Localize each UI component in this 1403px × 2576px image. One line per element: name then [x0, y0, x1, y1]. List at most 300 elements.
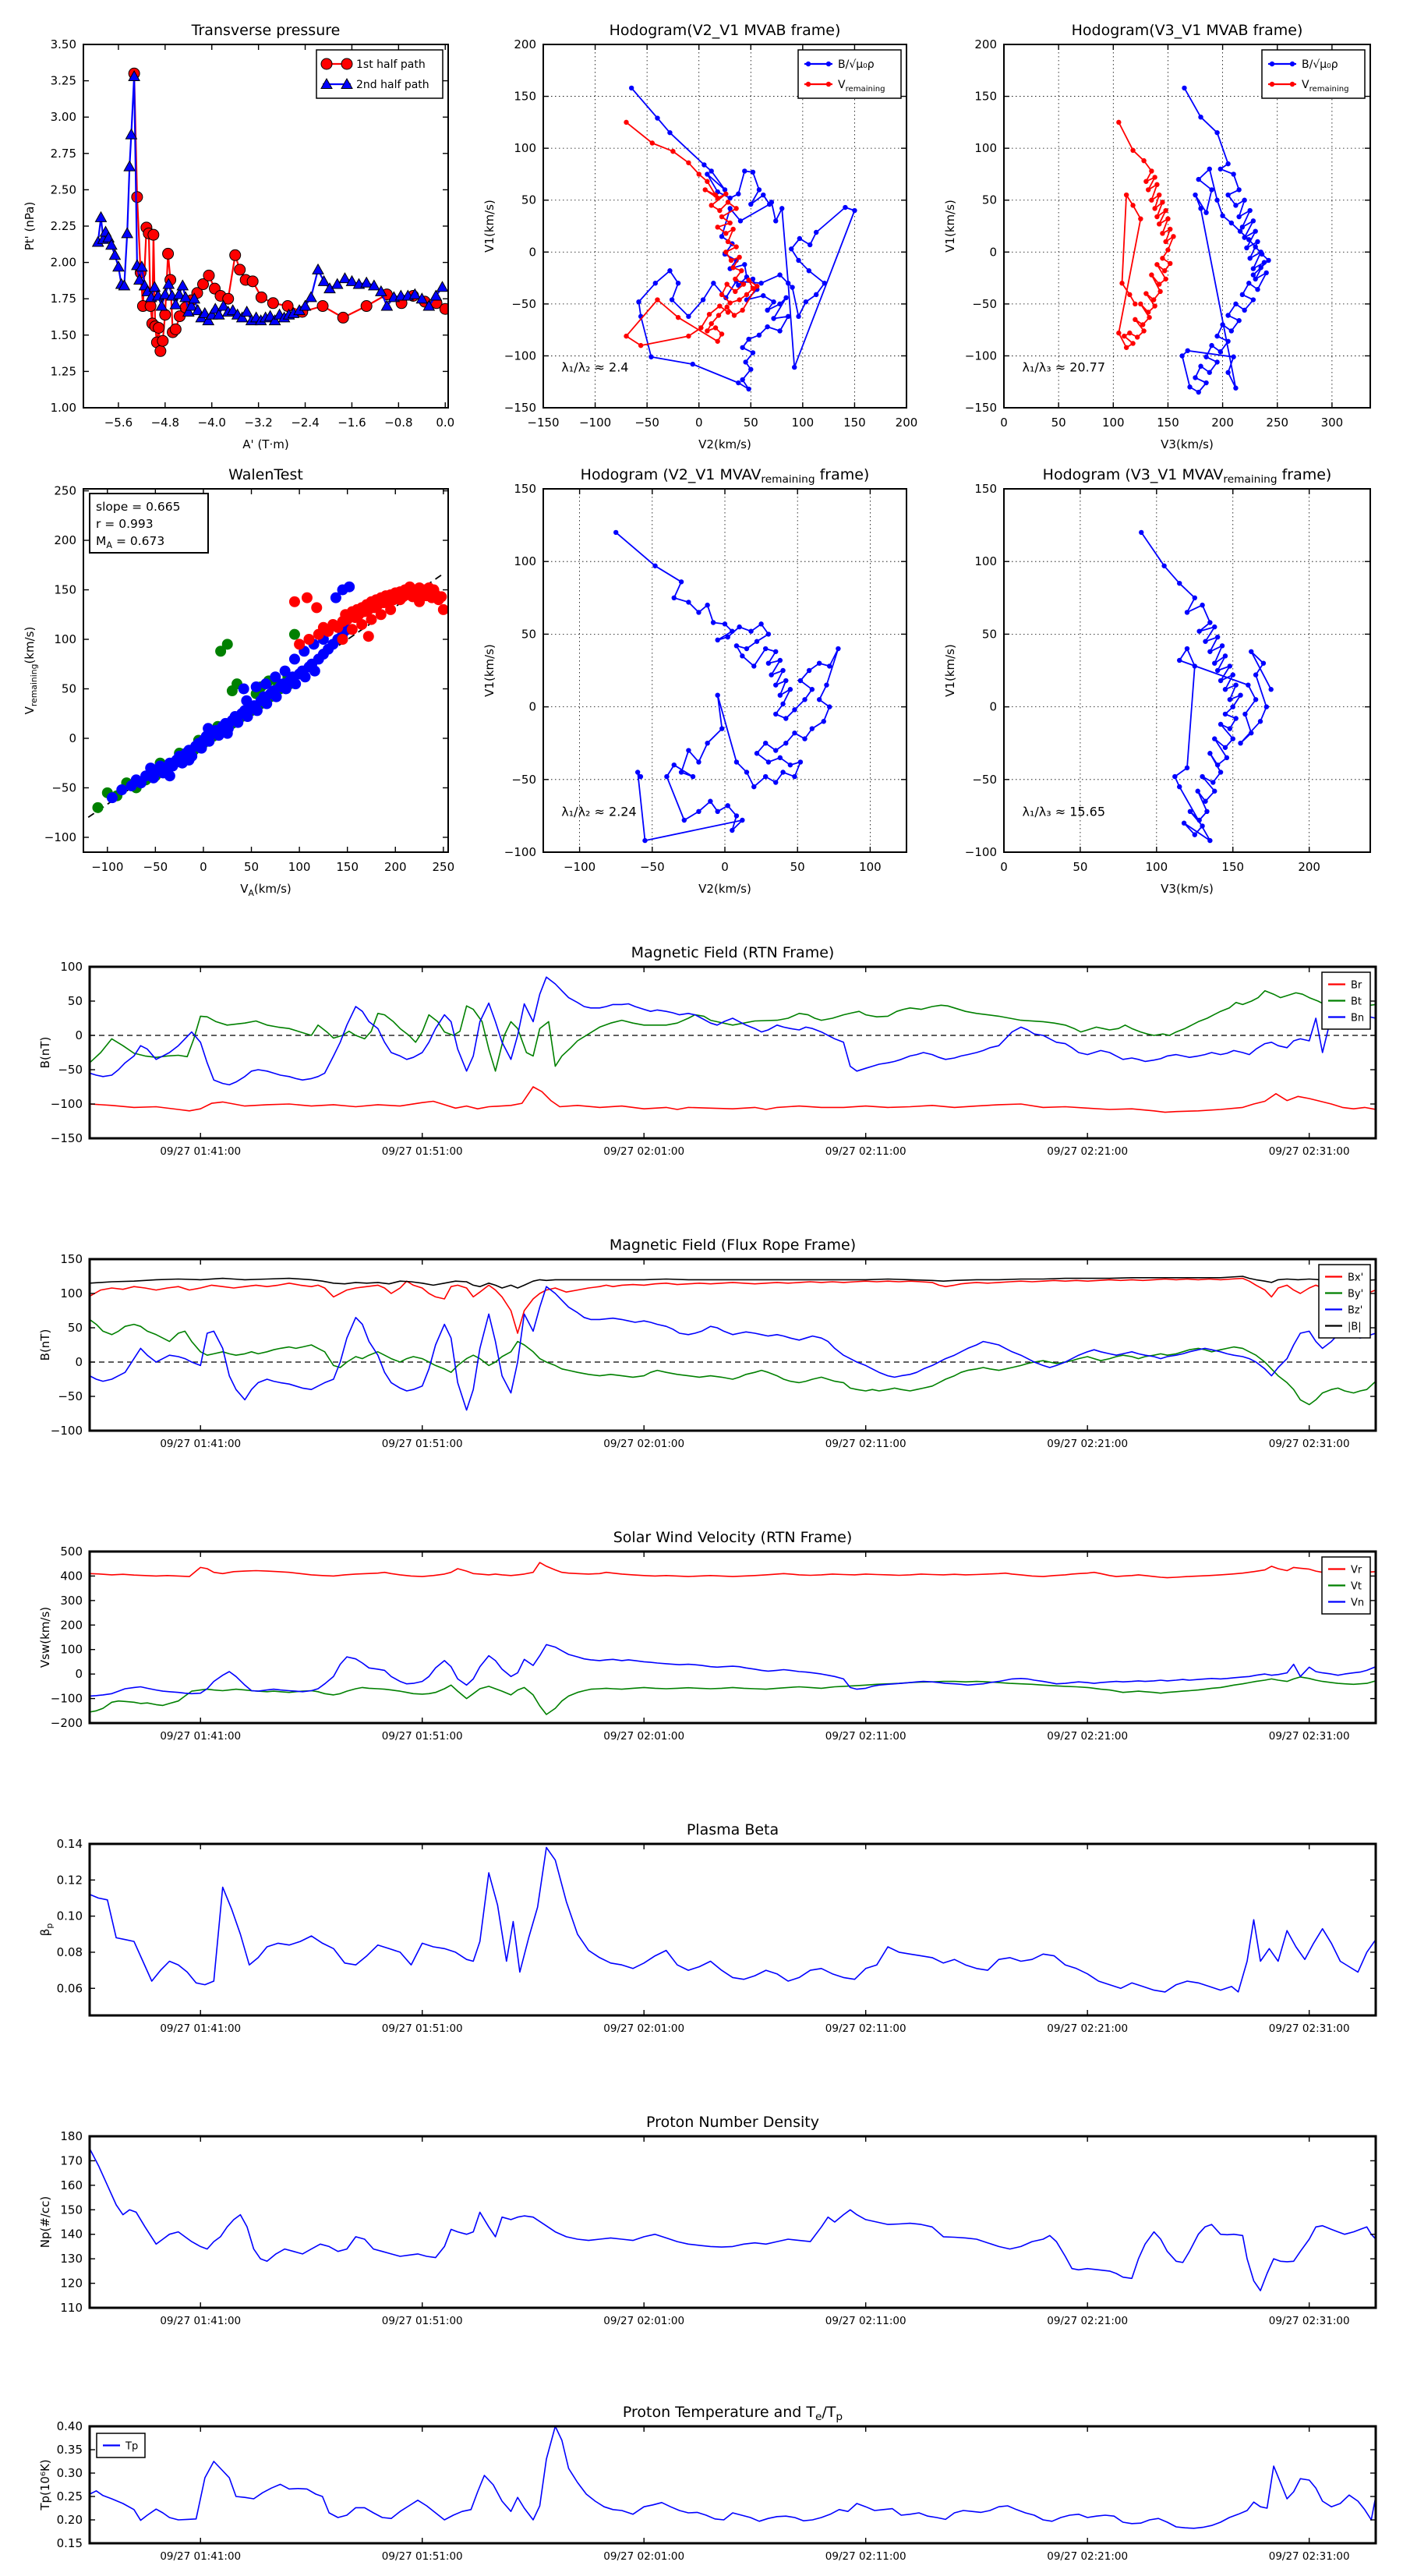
x-tick-label: 200: [1298, 860, 1320, 874]
legend-label: B/√μ₀ρ: [838, 58, 875, 71]
marker-dot: [648, 355, 653, 359]
marker-dot: [773, 682, 778, 687]
y-tick-label: 160: [60, 2178, 83, 2192]
marker-dot: [826, 62, 831, 66]
marker-dot: [1116, 120, 1121, 125]
marker-dot: [1236, 214, 1241, 219]
y-axis-label: Pt' (nPa): [23, 201, 37, 251]
marker-dot: [1264, 704, 1269, 709]
marker-dot: [757, 187, 762, 192]
marker-dot: [711, 281, 716, 285]
y-tick-label: 0: [75, 1667, 83, 1682]
x-axis-label: A' (T·m): [242, 437, 289, 451]
y-tick-label: −50: [58, 1389, 83, 1403]
marker-dot: [696, 809, 701, 814]
legend-label: Tp: [125, 2440, 139, 2453]
marker-scatter-dot: [347, 624, 358, 635]
marker-dot: [713, 325, 718, 330]
marker-dot: [804, 299, 808, 304]
marker-dot: [1149, 168, 1154, 173]
marker-dot: [751, 350, 755, 355]
y-tick-label: 100: [514, 141, 536, 156]
marker-dot: [1249, 649, 1253, 654]
y-tick-label: 150: [54, 582, 76, 597]
marker-dot: [719, 726, 724, 731]
y-tick-label: −150: [964, 401, 997, 415]
y-tick-label: 100: [60, 1286, 83, 1300]
legend-label: Bn: [1351, 1012, 1365, 1024]
marker-dot: [717, 303, 722, 308]
marker-dot: [698, 325, 703, 330]
plot-area: [90, 967, 1376, 1138]
annotation: λ₁/λ₃ ≈ 20.77: [1022, 359, 1106, 375]
y-tick-label: 300: [60, 1593, 83, 1608]
marker-scatter-dot: [356, 619, 367, 630]
marker-dot: [761, 293, 765, 298]
marker-dot: [1182, 821, 1186, 826]
marker-dot: [727, 300, 732, 305]
marker-dot: [777, 328, 782, 333]
legend-label: 2nd half path: [356, 79, 429, 91]
marker-scatter-dot: [363, 631, 374, 642]
marker-circle: [361, 301, 372, 312]
plot-area: [90, 2136, 1376, 2308]
marker-dot: [1246, 237, 1251, 242]
y-tick-label: 0.20: [56, 2513, 83, 2527]
marker-dot: [1179, 353, 1184, 358]
legend: [97, 2433, 145, 2457]
y-tick-label: 120: [60, 2276, 83, 2291]
y-tick-label: 50: [981, 193, 997, 207]
marker-circle: [235, 264, 246, 275]
marker-circle: [256, 292, 267, 303]
x-tick-label: −4.0: [197, 416, 226, 430]
marker-scatter-dot: [164, 770, 175, 781]
y-tick-label: 2.25: [50, 219, 76, 233]
x-tick-label: −3.2: [244, 416, 273, 430]
marker-dot: [792, 365, 797, 370]
marker-dot: [1177, 581, 1182, 586]
marker-dot: [638, 343, 643, 348]
marker-dot: [827, 704, 832, 709]
x-tick-label: 09/27 01:51:00: [381, 1145, 463, 1158]
x-tick-label: 50: [743, 416, 758, 430]
marker-dot: [1236, 187, 1241, 192]
x-tick-label: −2.4: [291, 416, 320, 430]
marker-dot: [826, 82, 831, 87]
stats-line: r = 0.993: [96, 517, 154, 531]
marker-dot: [1200, 774, 1204, 779]
marker-dot: [1188, 809, 1193, 814]
marker-scatter-dot: [261, 699, 272, 709]
chart-title: Transverse pressure: [191, 22, 341, 39]
y-tick-label: 50: [67, 994, 83, 1008]
marker-dot: [705, 172, 709, 176]
chart-p10: [38, 1821, 1376, 2035]
marker-dot: [726, 200, 730, 204]
marker-dot: [1225, 339, 1230, 344]
x-tick-label: 150: [1157, 416, 1179, 430]
y-tick-label: −50: [972, 772, 997, 787]
marker-dot: [1218, 678, 1223, 683]
marker-dot: [1130, 203, 1135, 207]
marker-dot: [1127, 292, 1132, 297]
chart-p8: [38, 1237, 1376, 1450]
y-tick-label: 200: [974, 37, 997, 51]
marker-dot: [744, 770, 749, 774]
marker-dot: [1228, 663, 1232, 668]
x-tick-label: 50: [243, 860, 260, 874]
marker-scatter-dot: [438, 604, 449, 615]
marker-dot: [1266, 258, 1270, 263]
marker-dot: [629, 86, 634, 90]
marker-dot: [726, 310, 730, 314]
y-tick-label: −150: [504, 401, 536, 415]
marker-scatter-dot: [92, 802, 103, 813]
y-axis-label: V1(km/s): [943, 200, 957, 253]
marker-dot: [734, 813, 739, 818]
x-tick-label: 09/27 02:11:00: [825, 2022, 906, 2035]
chart-title: Magnetic Field (Flux Rope Frame): [609, 1237, 857, 1254]
marker-dot: [1127, 331, 1132, 335]
marker-dot: [1246, 682, 1250, 687]
marker-dot: [1290, 62, 1295, 66]
marker-dot: [1225, 313, 1230, 317]
x-tick-label: −50: [639, 860, 665, 874]
marker-dot: [672, 596, 677, 600]
chart-title: Proton Number Density: [646, 2114, 819, 2131]
marker-dot: [797, 236, 802, 241]
x-axis-label: $V_A(km/s)$: [240, 882, 292, 898]
marker-dot: [792, 774, 797, 779]
y-axis-label: Tp(10⁶K): [38, 2459, 52, 2511]
marker-dot: [1124, 345, 1129, 350]
marker-dot: [729, 258, 733, 263]
stats-line: $M_A = 0.673$: [96, 534, 165, 550]
x-tick-label: 200: [1211, 416, 1234, 430]
marker-circle: [157, 335, 168, 346]
marker-dot: [716, 313, 721, 317]
marker-dot: [715, 638, 719, 642]
marker-dot: [650, 140, 655, 145]
marker-circle: [317, 301, 328, 312]
marker-dot: [758, 281, 763, 285]
marker-dot: [1204, 809, 1209, 814]
x-tick-label: 09/27 02:11:00: [825, 2550, 906, 2563]
y-tick-label: 1.00: [50, 401, 76, 415]
marker-dot: [1215, 668, 1220, 673]
x-tick-label: −0.8: [384, 416, 413, 430]
x-axis-label: V2(km/s): [698, 437, 751, 451]
marker-circle: [247, 276, 258, 287]
x-tick-label: 09/27 02:21:00: [1047, 1145, 1129, 1158]
marker-scatter-dot: [385, 604, 396, 615]
marker-dot: [771, 316, 776, 320]
x-tick-label: 09/27 02:31:00: [1268, 2315, 1350, 2327]
x-tick-label: 09/27 02:21:00: [1047, 2022, 1129, 2035]
marker-dot: [1290, 82, 1295, 87]
marker-dot: [1233, 203, 1238, 207]
y-tick-label: 1.50: [50, 327, 76, 342]
marker-dot: [1214, 198, 1219, 203]
y-tick-label: 250: [54, 483, 76, 498]
marker-dot: [715, 339, 719, 344]
marker-dot: [1225, 755, 1229, 760]
marker-dot: [1225, 161, 1230, 166]
marker-dot: [1160, 256, 1164, 260]
x-tick-label: 09/27 01:51:00: [381, 1730, 463, 1743]
marker-dot: [705, 328, 709, 333]
marker-dot: [1196, 177, 1201, 182]
marker-dot: [737, 297, 741, 302]
x-tick-label: 0: [694, 416, 703, 430]
y-tick-label: 50: [61, 681, 76, 696]
marker-dot: [691, 774, 695, 779]
legend: [1319, 1265, 1370, 1338]
marker-dot: [1130, 148, 1135, 153]
y-tick-label: 100: [54, 632, 76, 647]
marker-dot: [1116, 331, 1121, 335]
y-tick-label: 0.40: [56, 2419, 83, 2433]
x-tick-label: −4.8: [150, 416, 180, 430]
marker-dot: [1262, 260, 1267, 264]
marker-dot: [798, 678, 803, 683]
marker-circle: [321, 58, 332, 69]
y-tick-label: 200: [60, 1618, 83, 1633]
marker-dot: [1177, 658, 1182, 663]
marker-dot: [1228, 726, 1232, 731]
marker-dot: [779, 206, 784, 211]
marker-dot: [778, 692, 783, 697]
marker-dot: [696, 759, 701, 764]
marker-dot: [1253, 244, 1257, 249]
y-tick-label: 100: [514, 554, 536, 569]
chart-p11: [38, 2114, 1376, 2327]
marker-dot: [734, 759, 739, 764]
x-tick-label: 09/27 02:21:00: [1047, 2550, 1129, 2563]
y-tick-label: 0.12: [56, 1873, 83, 1888]
marker-dot: [1231, 355, 1235, 359]
marker-dot: [1182, 86, 1186, 90]
marker-dot: [1251, 272, 1256, 277]
marker-dot: [1253, 672, 1258, 677]
marker-dot: [1196, 789, 1200, 794]
marker-dot: [738, 218, 743, 223]
marker-dot: [1187, 384, 1192, 389]
marker-circle: [267, 298, 278, 309]
y-tick-label: 170: [60, 2153, 83, 2168]
marker-dot: [1209, 187, 1214, 192]
marker-dot: [1258, 719, 1263, 724]
y-tick-label: −100: [504, 845, 536, 859]
legend-label: $V_{remaining}$: [838, 79, 885, 94]
chart-p12: [38, 2404, 1376, 2563]
marker-dot: [1264, 271, 1269, 275]
marker-dot: [1198, 115, 1203, 119]
marker-dot: [1165, 216, 1170, 221]
y-tick-label: 180: [60, 2129, 83, 2143]
x-tick-label: −50: [143, 860, 168, 874]
marker-dot: [769, 200, 774, 204]
x-tick-label: 200: [895, 416, 918, 430]
marker-dot: [1229, 221, 1234, 225]
x-tick-label: 09/27 01:41:00: [160, 2022, 242, 2035]
y-axis-label: $\beta_p$: [38, 1923, 55, 1937]
marker-dot: [758, 621, 763, 626]
marker-dot: [763, 646, 768, 651]
marker-dot: [1163, 277, 1168, 281]
legend-label: B/√μ₀ρ: [1302, 58, 1338, 71]
marker-dot: [1223, 712, 1228, 717]
marker-dot: [852, 208, 857, 213]
marker-dot: [751, 170, 755, 175]
marker-circle: [163, 248, 174, 259]
marker-dot: [742, 262, 747, 267]
marker-dot: [1149, 272, 1154, 277]
marker-dot: [676, 281, 680, 285]
marker-dot: [638, 774, 643, 779]
chart-p6: [943, 466, 1370, 896]
marker-dot: [1261, 660, 1266, 665]
y-tick-label: −50: [511, 296, 536, 311]
marker-dot: [1253, 697, 1258, 702]
marker-scatter-dot: [271, 692, 282, 702]
marker-dot: [769, 672, 773, 677]
marker-dot: [730, 265, 735, 270]
y-tick-label: 3.50: [50, 37, 76, 51]
marker-dot: [763, 774, 768, 779]
x-tick-label: 09/27 02:21:00: [1047, 2315, 1129, 2327]
chart-title: Hodogram(V3_V1 MVAB frame): [1071, 22, 1303, 39]
marker-dot: [1157, 289, 1162, 294]
chart-title: WalenTest: [228, 466, 303, 483]
marker-dot: [1269, 687, 1274, 692]
y-tick-label: −100: [504, 349, 536, 363]
marker-dot: [1196, 390, 1201, 395]
y-tick-label: 3.00: [50, 110, 76, 125]
marker-dot: [737, 255, 741, 260]
marker-scatter-dot: [289, 596, 300, 607]
y-tick-label: 50: [67, 1321, 83, 1335]
marker-dot: [705, 179, 709, 184]
marker-dot: [766, 632, 771, 636]
y-tick-label: 140: [60, 2227, 83, 2242]
marker-dot: [1133, 317, 1137, 322]
y-tick-label: 110: [60, 2301, 83, 2315]
x-tick-label: 0: [1000, 860, 1008, 874]
annotation: λ₁/λ₂ ≈ 2.24: [561, 804, 637, 819]
legend-label: Bx': [1348, 1272, 1364, 1284]
marker-scatter-dot: [309, 666, 320, 677]
marker-dot: [705, 603, 709, 607]
marker-dot: [780, 702, 785, 706]
marker-dot: [1225, 193, 1230, 197]
marker-dot: [810, 687, 815, 692]
marker-scatter-dot: [252, 705, 263, 716]
marker-dot: [686, 334, 691, 338]
marker-dot: [1231, 736, 1235, 741]
marker-dot: [1212, 736, 1217, 741]
marker-dot: [733, 244, 738, 249]
marker-dot: [719, 292, 724, 297]
marker-dot: [1247, 208, 1252, 213]
marker-dot: [1203, 380, 1208, 385]
y-tick-label: 3.25: [50, 73, 76, 88]
x-tick-label: 100: [1145, 860, 1168, 874]
x-tick-label: 09/27 02:01:00: [603, 2022, 685, 2035]
marker-dot: [1223, 745, 1228, 750]
marker-dot: [757, 333, 762, 338]
marker-dot: [691, 362, 695, 366]
marker-dot: [1215, 763, 1220, 767]
marker-dot: [792, 707, 797, 712]
marker-dot: [723, 192, 728, 196]
marker-dot: [1193, 663, 1197, 668]
marker-dot: [810, 726, 815, 731]
y-tick-label: 150: [514, 482, 536, 496]
x-tick-label: 250: [432, 860, 455, 874]
marker-dot: [1260, 252, 1264, 257]
marker-dot: [1220, 322, 1225, 327]
y-tick-label: 0.35: [56, 2443, 83, 2457]
x-tick-label: 50: [1073, 860, 1088, 874]
marker-dot: [667, 268, 672, 273]
marker-dot: [773, 218, 778, 223]
marker-dot: [1209, 343, 1214, 348]
y-tick-label: −50: [58, 1063, 83, 1077]
x-tick-label: −100: [91, 860, 124, 874]
marker-dot: [788, 763, 793, 767]
marker-dot: [783, 716, 788, 720]
marker-dot: [1138, 302, 1143, 306]
marker-dot: [1139, 530, 1143, 535]
marker-dot: [1146, 310, 1150, 314]
marker-circle: [155, 345, 166, 356]
x-axis-label: V3(km/s): [1161, 882, 1214, 896]
chart-p7: [38, 944, 1376, 1158]
x-tick-label: 200: [383, 860, 407, 874]
marker-dot: [836, 646, 840, 651]
marker-dot: [1185, 610, 1189, 614]
marker-dot: [1200, 823, 1204, 828]
marker-dot: [1207, 620, 1212, 625]
marker-dot: [730, 828, 734, 833]
marker-scatter-dot: [311, 602, 322, 613]
marker-dot: [715, 225, 719, 229]
marker-scatter-dot: [294, 639, 305, 649]
marker-dot: [1198, 206, 1203, 211]
y-tick-label: 150: [974, 482, 997, 496]
x-tick-label: 0: [200, 860, 207, 874]
marker-dot: [705, 741, 709, 745]
marker-dot: [1228, 697, 1232, 702]
marker-scatter-dot: [239, 683, 249, 694]
marker-dot: [1168, 261, 1172, 266]
marker-dot: [763, 741, 768, 745]
marker-dot: [723, 231, 728, 235]
marker-dot: [1130, 341, 1135, 345]
marker-dot: [1203, 799, 1207, 804]
legend: [1322, 1557, 1370, 1614]
y-tick-label: 0: [75, 1355, 83, 1369]
marker-scatter-dot: [289, 653, 300, 664]
marker-dot: [740, 818, 744, 823]
marker-dot: [1143, 179, 1148, 184]
legend-label: Bz': [1348, 1304, 1363, 1317]
marker-dot: [746, 278, 751, 282]
marker-dot: [664, 774, 669, 779]
marker-dot: [670, 149, 675, 154]
